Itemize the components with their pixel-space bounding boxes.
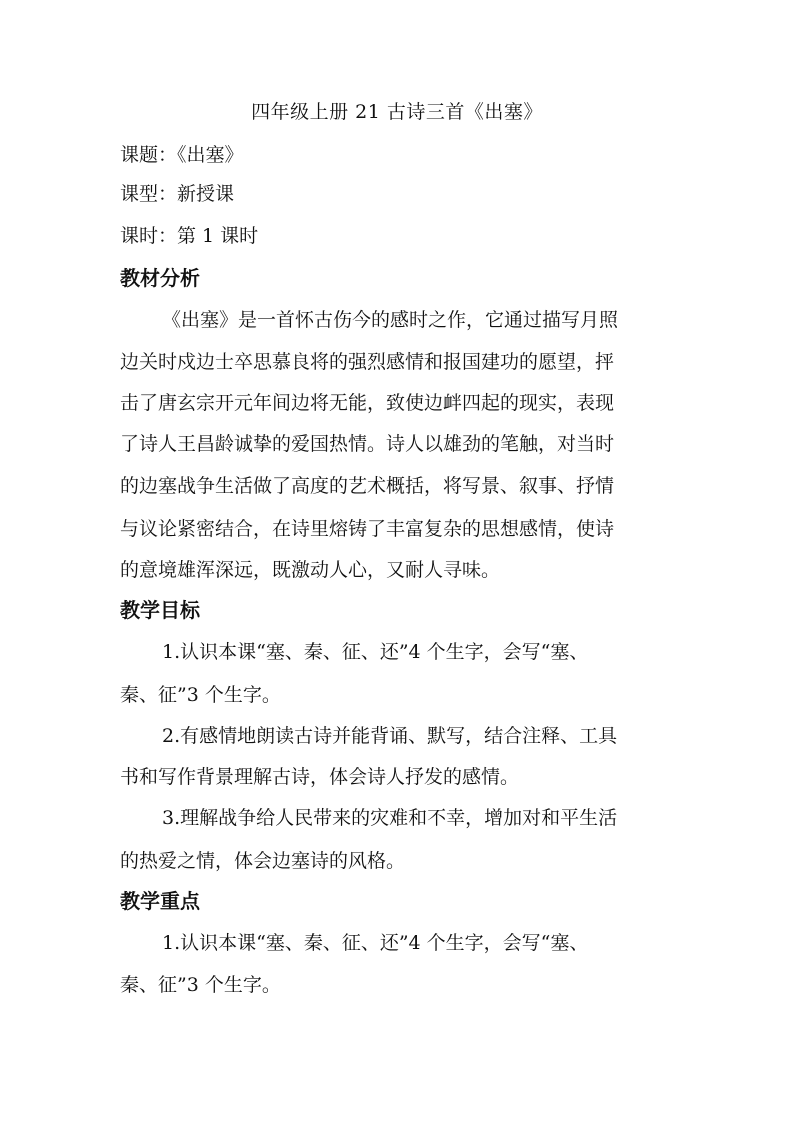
document-title: 四年级上册 21 古诗三首《出塞》 bbox=[251, 101, 543, 123]
key-points-heading: 教学重点 bbox=[120, 889, 200, 913]
analysis-line-5: 的边塞战争生活做了高度的艺术概括，将写景、叙事、抒情 bbox=[120, 475, 615, 497]
analysis-line-2: 边关时戍边士卒思慕良将的强烈感情和报国建功的愿望，抨 bbox=[120, 351, 615, 373]
analysis-line-7: 的意境雄浑深远，既激动人心，又耐人寻味。 bbox=[120, 559, 501, 581]
key-points-line-1: 1.认识本课“塞、秦、征、还”4 个生字，会写“塞、 bbox=[162, 932, 589, 954]
lesson-period: 课时：第 1 课时 bbox=[120, 225, 259, 247]
key-points-line-2: 秦、征”3 个生字。 bbox=[120, 974, 281, 996]
lesson-type: 课型：新授课 bbox=[120, 183, 235, 205]
goals-line-3: 2.有感情地朗读古诗并能背诵、默写，结合注释、工具 bbox=[162, 725, 618, 747]
goals-line-1: 1.认识本课“塞、秦、征、还”4 个生字，会写“塞、 bbox=[162, 641, 589, 663]
analysis-line-1: 《出塞》是一首怀古伤今的感时之作，它通过描写月照 bbox=[162, 309, 619, 331]
analysis-line-6: 与议论紧密结合，在诗里熔铸了丰富复杂的思想感情，使诗 bbox=[120, 518, 615, 540]
goals-line-6: 的热爱之情，体会边塞诗的风格。 bbox=[120, 850, 406, 872]
analysis-heading: 教材分析 bbox=[120, 266, 200, 290]
goals-heading: 教学目标 bbox=[120, 598, 200, 622]
lesson-topic: 课题：《出塞》 bbox=[120, 144, 244, 166]
goals-line-2: 秦、征”3 个生字。 bbox=[120, 684, 281, 706]
goals-line-4: 书和写作背景理解古诗，体会诗人抒发的感情。 bbox=[120, 766, 520, 788]
goals-line-5: 3.理解战争给人民带来的灾难和不幸，增加对和平生活 bbox=[162, 807, 618, 829]
analysis-line-4: 了诗人王昌龄诚挚的爱国热情。诗人以雄劲的笔触，对当时 bbox=[120, 433, 615, 455]
analysis-line-3: 击了唐玄宗开元年间边将无能，致使边衅四起的现实，表现 bbox=[120, 392, 615, 414]
